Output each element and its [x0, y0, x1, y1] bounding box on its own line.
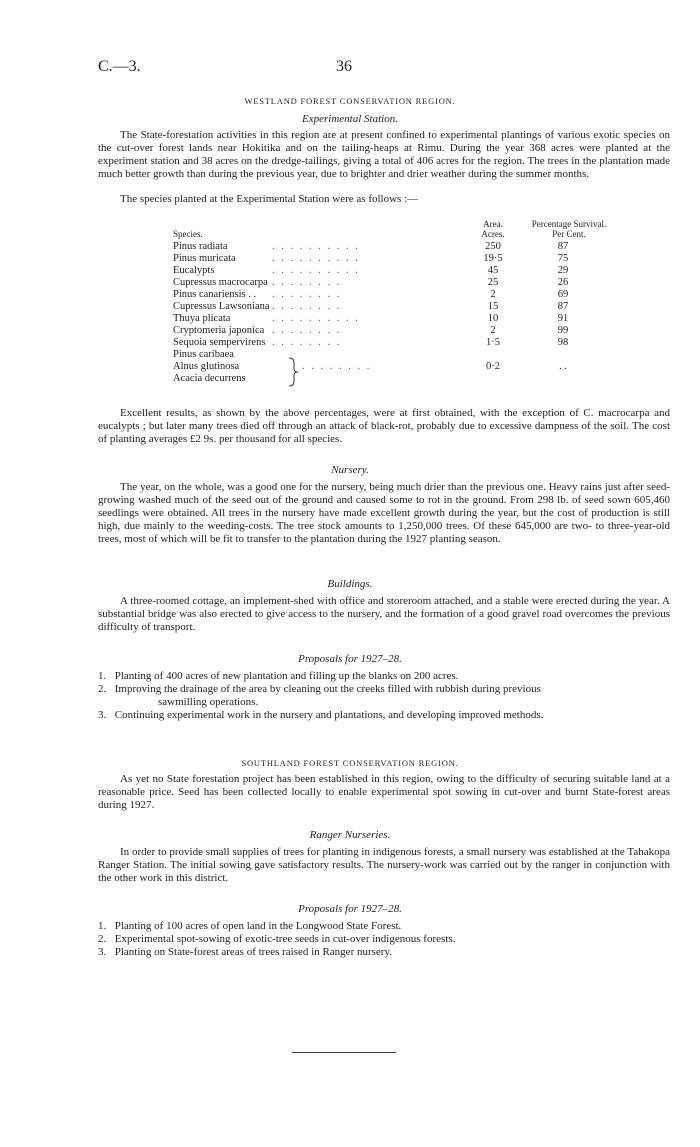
area-header-line2: Acres. — [481, 229, 505, 239]
species-name: Acacia decurrens — [173, 373, 246, 384]
table-row — [0, 253, 700, 265]
survival-value: 29 — [557, 265, 569, 276]
list-item — [98, 920, 670, 933]
area-value: 15 — [487, 301, 499, 312]
area-value: 2 — [490, 289, 496, 300]
westland-region-title: WESTLAND FOREST CONSERVATION REGION. — [244, 96, 456, 106]
area-value: 45 — [487, 265, 499, 276]
buildings-heading: Buildings. — [327, 578, 373, 590]
table-row — [0, 241, 700, 253]
species-intro-paragraph — [98, 193, 670, 206]
survival-value: 26 — [557, 277, 569, 288]
experimental-station-text: The State-forestation activities in this region are at present confined to experimental plantings of various exotic species on the cut-over forest lands near Hokitika and on the tailing-heaps at Rimu. During the year 368 acres were planted at the experiment station and 38 acres on the dredge-tailings, giving a total of 406 acres for the region. The trees in the plantation made much better growth than during the previous year, due to brighter and drier weather during the summer months. — [98, 129, 670, 180]
southland-proposals-heading: Proposals for 1927–28. — [298, 903, 402, 915]
species-name: Pinus muricata — [173, 253, 236, 264]
species-name: Cryptomeria japonica — [173, 325, 265, 336]
ranger-nurseries-text: In order to provide small supplies of trees for planting in indigenous forests, a small nursery was established at the Tahakopa Ranger Station. The initial sowing gave satisfactory results. The nursery-work was carried out by the ranger in conjunction with the other work in this district. — [98, 846, 670, 884]
list-text-continuation: sawmilling operations. — [158, 696, 259, 708]
list-text: Planting of 100 acres of open land in the Longwood State Forest. — [114, 920, 402, 932]
survival-header-line1: Percentage Survival. — [531, 219, 607, 229]
survival-value: 99 — [557, 325, 569, 336]
southland-region-title: SOUTHLAND FOREST CONSERVATION REGION. — [241, 758, 459, 768]
survival-value: 75 — [557, 253, 569, 264]
list-item — [98, 709, 670, 722]
experimental-station-paragraph — [98, 129, 670, 181]
area-value: 250 — [485, 241, 501, 252]
page-number: 36 — [336, 58, 352, 75]
species-name: Eucalypts — [173, 265, 215, 276]
leader-dots: . . . . . . . . — [272, 337, 342, 348]
southland-intro-text: As yet no State forestation project has been established in this region, owing to the difficulty of securing suitable land at a reasonable price. Seed has been collected locally to enable experimental spot sowing in cut-over and burnt State-forest areas during 1927. — [98, 773, 670, 811]
survival-value: 91 — [557, 313, 569, 324]
end-rule-divider — [292, 1052, 396, 1053]
table-row — [0, 325, 700, 337]
species-column-header: Species. — [173, 229, 203, 239]
survival-value: 87 — [557, 241, 569, 252]
species-name: Cupressus Lawsoniana — [173, 301, 270, 312]
ranger-nurseries-heading: Ranger Nurseries. — [309, 829, 391, 841]
list-number: 2. — [98, 683, 107, 695]
nursery-paragraph — [98, 481, 670, 546]
list-text: Experimental spot-sowing of exotic-tree seeds in cut-over indigenous forests. — [114, 933, 456, 945]
area-value: 0·2 — [486, 361, 500, 372]
leader-dots: . . . . . . . . . . — [272, 241, 360, 252]
area-value: 19·5 — [483, 253, 503, 264]
list-text: Planting on State-forest areas of trees raised in Ranger nursery. — [114, 946, 393, 958]
species-name: Pinus caribaea — [173, 349, 234, 360]
area-value: 25 — [487, 277, 499, 288]
table-row — [0, 313, 700, 325]
table-row — [0, 373, 700, 385]
table-row — [0, 337, 700, 349]
area-column-header — [468, 219, 518, 239]
area-header-line1: Area. — [483, 219, 503, 229]
westland-proposals-heading: Proposals for 1927–28. — [298, 653, 402, 665]
survival-value: . . — [559, 361, 567, 372]
list-item — [98, 933, 670, 946]
nursery-text: The year, on the whole, was a good one for the nursery, being much drier than the previous one. Heavy rains just after seed-growing washed much of the seed out of the ground and caused some to rot in the ground. From 298 lb. of seed sown 605,460 seedlings were obtained. All trees in the nursery have made excellent growth during the year, but the cost of production is still high, due mainly to the weeding-costs. The tree stock amounts to 1,250,000 trees. Of these 645,000 are two- to three-year-old trees, most of which will be fit to transfer to the plantation during the 1927 planting season. — [98, 481, 670, 545]
list-item — [98, 946, 670, 959]
species-name: Alnus glutinosa — [173, 361, 240, 372]
leader-dots: . . . . . . . . — [272, 301, 342, 312]
list-item — [98, 670, 670, 683]
table-row — [0, 265, 700, 277]
survival-value: 69 — [557, 289, 569, 300]
species-intro-text: The species planted at the Experimental Station were as follows :— — [120, 193, 419, 205]
species-name: Sequoia sempervirens — [173, 337, 266, 348]
right-brace-icon — [287, 357, 299, 387]
list-text: Planting of 400 acres of new plantation and filling up the blanks on 200 acres. — [114, 670, 459, 682]
document-reference: C.—3. — [98, 58, 141, 75]
leader-dots: . . . . . . . . — [272, 277, 342, 288]
list-number: 3. — [98, 946, 107, 958]
buildings-paragraph — [98, 595, 670, 634]
southland-intro-paragraph — [98, 773, 670, 812]
survival-value: 87 — [557, 301, 569, 312]
leader-dots: . . . . . . . . . . — [272, 253, 360, 264]
leader-dots: . . . . . . . . . . — [272, 265, 360, 276]
list-number: 2. — [98, 933, 107, 945]
table-row — [0, 301, 700, 313]
table-row — [0, 361, 700, 373]
species-name: Thuya plicata — [173, 313, 231, 324]
survival-column-header — [515, 219, 623, 239]
area-value: 2 — [490, 325, 496, 336]
area-value: 10 — [487, 313, 499, 324]
area-value: 1·5 — [486, 337, 500, 348]
species-name: Pinus canariensis . . — [173, 289, 257, 300]
list-text: Improving the drainage of the area by cleaning out the creeks filled with rubbish during previous — [114, 683, 541, 695]
leader-dots: . . . . . . . . . . — [272, 313, 360, 324]
survival-value: 98 — [557, 337, 569, 348]
table-row — [0, 277, 700, 289]
species-name: Pinus radiata — [173, 241, 228, 252]
results-text: Excellent results, as shown by the above percentages, were at first obtained, with the exception of C. macrocarpa and eucalypts ; but later many trees died off through an attack of black-rot, probably due to excessive dampness of the soil. The cost of planting averages £2 9s. per thousand for all species. — [98, 407, 670, 445]
results-paragraph — [98, 407, 670, 446]
ranger-nurseries-paragraph — [98, 846, 670, 885]
list-number: 1. — [98, 920, 107, 932]
leader-dots: . . . . . . . . — [272, 289, 342, 300]
list-item — [98, 683, 670, 709]
list-number: 1. — [98, 670, 107, 682]
leader-dots: . . . . . . . . — [302, 361, 372, 372]
survival-header-line2: Per Cent. — [552, 229, 586, 239]
species-name: Cupressus macrocarpa — [173, 277, 268, 288]
leader-dots: . . . . . . . . — [272, 325, 342, 336]
table-row — [0, 289, 700, 301]
list-text: Continuing experimental work in the nursery and plantations, and developing improved methods. — [114, 709, 544, 721]
buildings-text: A three-roomed cottage, an implement-shed with office and storeroom attached, and a stable were erected during the year. A substantial bridge was also erected to give access to the nursery, and the formation of a good gravel road overcomes the previous difficulty of transport. — [98, 595, 670, 633]
list-number: 3. — [98, 709, 107, 721]
experimental-station-heading: Experimental Station. — [302, 113, 398, 125]
table-row — [0, 349, 700, 361]
nursery-heading: Nursery. — [331, 464, 369, 476]
